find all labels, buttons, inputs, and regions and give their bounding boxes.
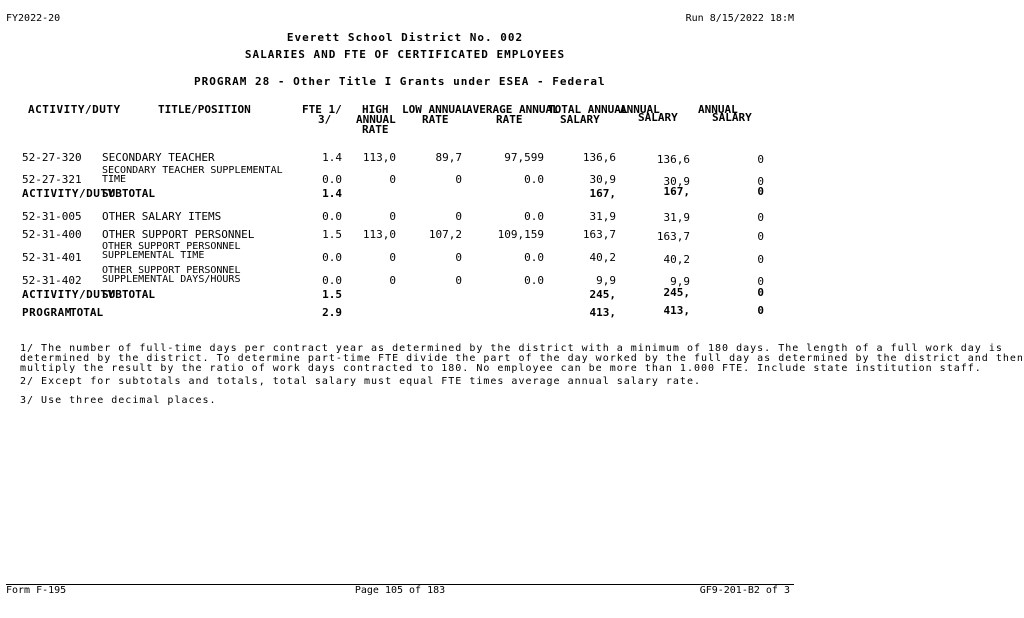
total-salary: 9,9 xyxy=(596,274,616,287)
total-salary: 30,9 xyxy=(589,173,616,186)
subtotal-label: ACTIVITY/DUTY xyxy=(22,187,115,200)
report-title: SALARIES AND FTE OF CERTIFICATED EMPLOYEES xyxy=(244,48,566,61)
col-high-annual-2: ANNUAL xyxy=(356,113,396,126)
col-high-annual-3: RATE xyxy=(362,123,389,136)
annual-salary-a: 245, xyxy=(663,286,690,299)
high-rate: 113,0 xyxy=(362,151,396,164)
low-rate: 0 xyxy=(455,274,462,287)
total-salary: 163,7 xyxy=(582,228,616,241)
annual-salary-b: 0 xyxy=(757,253,764,266)
total-salary: 167, xyxy=(589,187,616,200)
col-annual-salary-b: ANNUAL xyxy=(698,103,738,116)
annual-salary-a: 136,6 xyxy=(656,153,690,166)
col-low-annual: LOW ANNUAL xyxy=(402,103,469,116)
avg-rate: 0.0 xyxy=(524,251,544,264)
col-activity: ACTIVITY/DUTY xyxy=(28,103,121,116)
annual-salary-b: 0 xyxy=(757,304,764,317)
title-position: SECONDARY TEACHER SUPPLEMENTAL TIME xyxy=(102,165,283,185)
fte-value: 1.5 xyxy=(322,288,342,301)
col-total-annual: TOTAL ANNUAL xyxy=(548,103,628,116)
fte-value: 0.0 xyxy=(322,274,342,287)
low-rate: 107,2 xyxy=(428,228,462,241)
annual-salary-b: 0 xyxy=(757,230,764,243)
footnote-3: 3/ Use three decimal places. xyxy=(20,395,217,406)
activity-code: 52-27-320 xyxy=(22,151,82,164)
footnote-2: 2/ Except for subtotals and totals, total salary must equal FTE times average annual salary rate. xyxy=(20,376,701,387)
activity-code: 52-31-005 xyxy=(22,210,82,223)
fte-value: 0.0 xyxy=(322,173,342,186)
col-total-annual-2: SALARY xyxy=(560,113,600,126)
footnote-1-line-1: 1/ The number of full-time days per contract year as determined by the district with a minimum of 180 days. The length of a full work day is xyxy=(20,343,1003,354)
activity-code: 52-31-402 xyxy=(22,274,82,287)
form-code: GF9-201-B2 of 3 xyxy=(699,585,790,596)
title-position: SECONDARY TEACHER xyxy=(102,151,215,164)
total-salary: 40,2 xyxy=(589,251,616,264)
col-annual-salary-a: ANNUAL xyxy=(620,103,660,116)
fte-value: 0.0 xyxy=(322,251,342,264)
fte-value: 1.4 xyxy=(322,187,342,200)
col-avg-annual: AVERAGE ANNUAL xyxy=(466,103,559,116)
total-salary: 413, xyxy=(589,306,616,319)
avg-rate: 109,159 xyxy=(497,228,544,241)
high-rate: 0 xyxy=(389,274,396,287)
fte-value: 0.0 xyxy=(322,210,342,223)
annual-salary-a: 9,9 xyxy=(670,275,690,288)
total-salary: 136,6 xyxy=(582,151,616,164)
fte-value: 1.4 xyxy=(322,151,342,164)
activity-code: 52-31-400 xyxy=(22,228,82,241)
col-avg-annual-2: RATE xyxy=(496,113,523,126)
col-annual-salary-b-2: SALARY xyxy=(712,111,752,124)
fte-value: 2.9 xyxy=(322,306,342,319)
annual-salary-a: 30,9 xyxy=(663,175,690,188)
subtotal-title: SUBTOTAL xyxy=(102,187,155,200)
form-number: Form F-195 xyxy=(6,585,67,596)
col-annual-salary-a-2: SALARY xyxy=(638,111,678,124)
fte-value: 1.5 xyxy=(322,228,342,241)
total-salary: 31,9 xyxy=(589,210,616,223)
annual-salary-b: 0 xyxy=(757,286,764,299)
low-rate: 0 xyxy=(455,173,462,186)
program-title: PROGRAM 28 - Other Title I Grants under ESEA - Federal xyxy=(194,75,606,88)
activity-code: 52-27-321 xyxy=(22,173,82,186)
annual-salary-a: 413, xyxy=(663,304,690,317)
program-label: PROGRAM xyxy=(22,306,72,319)
col-fte: FTE 1/ xyxy=(302,103,342,116)
annual-salary-b: 0 xyxy=(757,275,764,288)
annual-salary-b: 0 xyxy=(757,185,764,198)
low-rate: 0 xyxy=(455,251,462,264)
annual-salary-b: 0 xyxy=(757,175,764,188)
title-position: OTHER SUPPORT PERSONNEL xyxy=(102,228,255,241)
title-position: OTHER SUPPORT PERSONNEL SUPPLEMENTAL TIME xyxy=(102,241,241,261)
high-rate: 0 xyxy=(389,173,396,186)
activity-code: 52-31-401 xyxy=(22,251,82,264)
avg-rate: 0.0 xyxy=(524,274,544,287)
page-number: Page 105 of 183 xyxy=(354,585,446,596)
low-rate: 0 xyxy=(455,210,462,223)
annual-salary-b: 0 xyxy=(757,153,764,166)
high-rate: 113,0 xyxy=(362,228,396,241)
col-fte-note: 3/ xyxy=(318,113,332,126)
title-position: OTHER SUPPORT PERSONNEL SUPPLEMENTAL DAYS/HOURS xyxy=(102,265,241,285)
fiscal-year: FY2022-20 xyxy=(6,13,61,24)
footnote-1-line-3: multiply the result by the ratio of work days contracted to 180. No employee can be more than 1.000 FTE. Include state institution staff. xyxy=(20,363,982,374)
annual-salary-a: 167, xyxy=(663,185,690,198)
run-date: Run 8/15/2022 18:M xyxy=(685,13,794,24)
low-rate: 89,7 xyxy=(435,151,462,164)
avg-rate: 97,599 xyxy=(504,151,544,164)
subtotal-title: SUBTOTAL xyxy=(102,288,155,301)
annual-salary-a: 31,9 xyxy=(663,211,690,224)
high-rate: 0 xyxy=(389,210,396,223)
title-position: OTHER SALARY ITEMS xyxy=(102,210,222,223)
total-salary: 245, xyxy=(589,288,616,301)
subtotal-label: ACTIVITY/DUTY xyxy=(22,288,115,301)
col-high-annual: HIGH xyxy=(362,103,389,116)
high-rate: 0 xyxy=(389,251,396,264)
program-total-title: TOTAL xyxy=(70,306,104,319)
col-low-annual-2: RATE xyxy=(422,113,449,126)
avg-rate: 0.0 xyxy=(524,173,544,186)
footnote-1-line-2: determined by the district. To determine part-time FTE divide the part of the day worked by the full day as determined by the district and then xyxy=(20,353,1024,364)
district-name: Everett School District No. 002 xyxy=(286,31,524,44)
annual-salary-a: 40,2 xyxy=(663,253,690,266)
annual-salary-a: 163,7 xyxy=(656,230,690,243)
avg-rate: 0.0 xyxy=(524,210,544,223)
col-title-position: TITLE/POSITION xyxy=(158,103,251,116)
annual-salary-b: 0 xyxy=(757,211,764,224)
